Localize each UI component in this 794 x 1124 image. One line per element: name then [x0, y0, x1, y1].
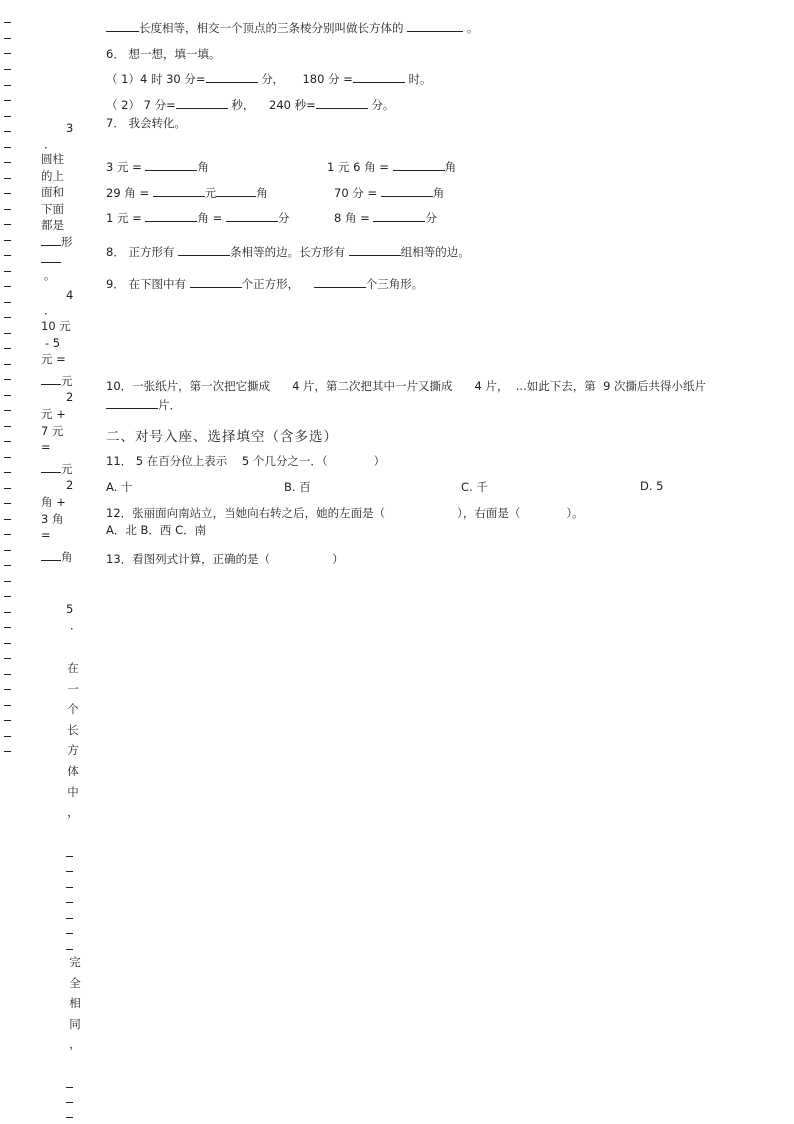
q7-row2-left: 29 角 = 元 角	[106, 186, 268, 200]
question-9: 9． 在下图中有 个正方形， 个三角形。	[106, 277, 424, 291]
answer-blank[interactable]	[206, 71, 258, 83]
answer-blank[interactable]	[226, 210, 278, 222]
answer-blank[interactable]	[216, 185, 256, 197]
margin-q5-vertical-text-1: 在 一 个 长 方 体 中 ，	[67, 661, 79, 820]
margin-q5-dot: ．	[70, 618, 82, 632]
margin-q5-vertical-text-2: 完 全 相 同 ，	[69, 955, 81, 1052]
answer-blank[interactable]	[314, 276, 366, 288]
answer-blank[interactable]	[349, 244, 401, 256]
answer-blank[interactable]	[190, 276, 242, 288]
q7-row1-left: 3 元 = 角	[106, 160, 209, 174]
answer-blank[interactable]	[373, 210, 425, 222]
q7-row3-right: 8 角 = 分	[334, 211, 437, 225]
question-10-line-1: 10．一张纸片，第一次把它撕成 4 片，第二次把其中一片又撕成 4 片， ...如此下去，第 9 次撕后共得小纸片	[106, 379, 707, 393]
margin-q4-text: 10 元 - 5 元 = 元 2 元 + 7 元 = 元 2 角 + 3 角 = 角	[41, 319, 74, 564]
question-10-line-2: 片．	[106, 397, 181, 413]
q11-option-b[interactable]: B. 百	[284, 480, 311, 494]
question-8: 8． 正方形有 条相等的边。长方形有 组相等的边。	[106, 245, 470, 259]
question-6-part-1: （ 1）4 时 30 分= 分， 180 分 = 时。	[106, 72, 432, 86]
answer-blank[interactable]	[145, 159, 197, 171]
margin-q4-dot: ．	[44, 303, 56, 317]
question-7-heading: 7． 我会转化。	[106, 116, 186, 130]
line-cuboid-edges: 长度相等，相交一个顶点的三条棱分别叫做长方体的 。	[106, 20, 478, 36]
question-6-heading: 6． 想一想，填一填。	[106, 47, 221, 61]
q11-option-d[interactable]: D. 5	[640, 479, 664, 493]
answer-blank[interactable]	[393, 159, 445, 171]
answer-blank[interactable]	[381, 185, 433, 197]
question-6-part-2: （ 2） 7 分= 秒， 240 秒= 分。	[106, 98, 395, 112]
answer-blank[interactable]	[407, 20, 463, 32]
answer-blank[interactable]	[316, 97, 368, 109]
answer-blank[interactable]	[153, 185, 205, 197]
answer-blank[interactable]	[176, 97, 228, 109]
margin-q3-text: 圆柱 的上 面和 下面 都是 形 。	[41, 152, 73, 283]
section-2-heading: 二、对号入座、选择填空（含多选）	[106, 429, 338, 445]
q11-option-c[interactable]: C. 千	[461, 480, 488, 494]
answer-blank[interactable]	[106, 20, 139, 32]
answer-blank[interactable]	[353, 71, 405, 83]
q7-row1-right: 1 元 6 角 = 角	[327, 160, 457, 174]
margin-q5-number: 5	[66, 602, 74, 616]
answer-blank[interactable]	[145, 210, 197, 222]
margin-q4-number: 4	[66, 288, 74, 302]
q12-options[interactable]: A．北 B．西 C．南	[106, 523, 207, 537]
q7-row2-right: 70 分 = 角	[334, 186, 445, 200]
q11-option-a[interactable]: A. 十	[106, 480, 133, 494]
question-13: 13．看图列式计算，正确的是（ ）	[106, 552, 344, 566]
question-11: 11． 5 在百分位上表示 5 个几分之一．（ ）	[106, 454, 386, 468]
margin-q3-dot: ．	[44, 137, 56, 151]
margin-q3-number: 3	[66, 121, 74, 135]
answer-blank[interactable]	[106, 397, 158, 409]
answer-blank[interactable]	[178, 244, 230, 256]
q7-row3-left: 1 元 = 角 = 分	[106, 211, 290, 225]
question-12: 12．张丽面向南站立，当她向右转之后，她的左面是（ ），右面是（ ）。	[106, 506, 584, 520]
